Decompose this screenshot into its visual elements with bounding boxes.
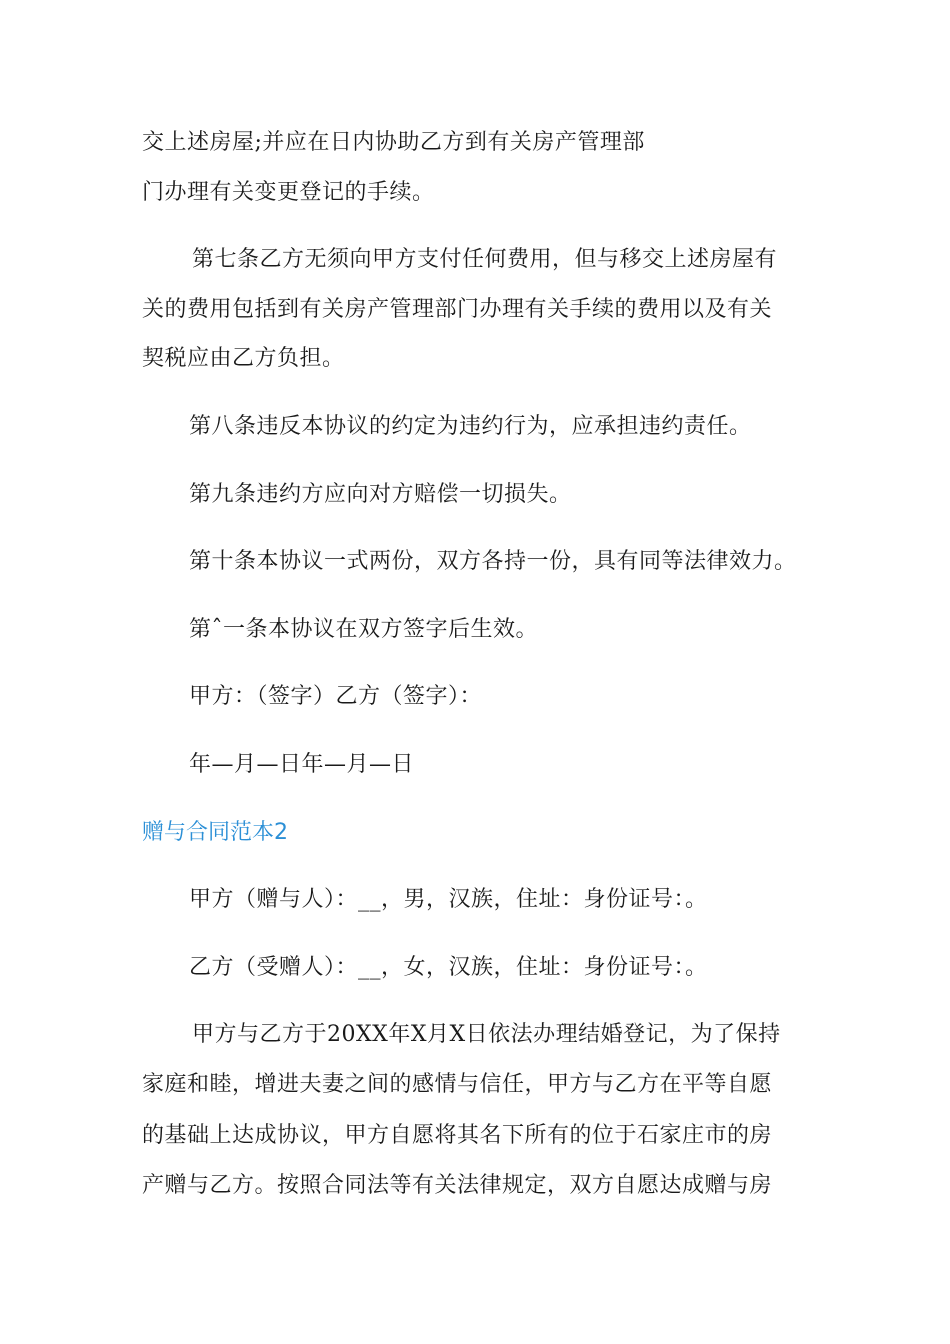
signature-line: 甲方：（签字）乙方（签字）： [189, 684, 483, 709]
paragraph-line: 第ˆ一条本协议在双方签字后生效。 [189, 617, 539, 642]
section-heading: 赠与合同范本2 [142, 820, 288, 845]
paragraph-line: 第十条本协议一式两份，双方各持一份，具有同等法律效力。 [189, 549, 797, 574]
paragraph-line: 产赠与乙方。按照合同法等有关法律规定，双方自愿达成赠与房 [142, 1173, 773, 1198]
paragraph-line: 的基础上达成协议，甲方自愿将其名下所有的位于石家庄市的房 [142, 1123, 773, 1148]
paragraph-line: 交上述房屋;并应在日内协助乙方到有关房产管理部 [142, 130, 645, 155]
paragraph-line: 第七条乙方无须向甲方支付任何费用，但与移交上述房屋有 [192, 247, 778, 272]
paragraph-line: 乙方（受赠人）：__，女，汉族，住址：身份证号：。 [189, 955, 708, 980]
paragraph-line: 甲方（赠与人）：__，男，汉族，住址：身份证号：。 [189, 887, 708, 912]
paragraph-line: 契税应由乙方负担。 [142, 346, 345, 371]
paragraph-line: 第八条违反本协议的约定为违约行为，应承担违约责任。 [189, 414, 752, 439]
paragraph-line: 门办理有关变更登记的手续。 [142, 180, 435, 205]
paragraph-line: 甲方与乙方于20XX年X月X日依法办理结婚登记，为了保持 [192, 1022, 781, 1047]
paragraph-line: 第九条违约方应向对方赔偿一切损失。 [189, 482, 572, 507]
paragraph-line: 家庭和睦，增进夫妻之间的感情与信任，甲方与乙方在平等自愿 [142, 1072, 773, 1097]
date-line: 年—月—日年—月—日 [189, 752, 415, 777]
paragraph-line: 关的费用包括到有关房产管理部门办理有关手续的费用以及有关 [142, 297, 773, 322]
